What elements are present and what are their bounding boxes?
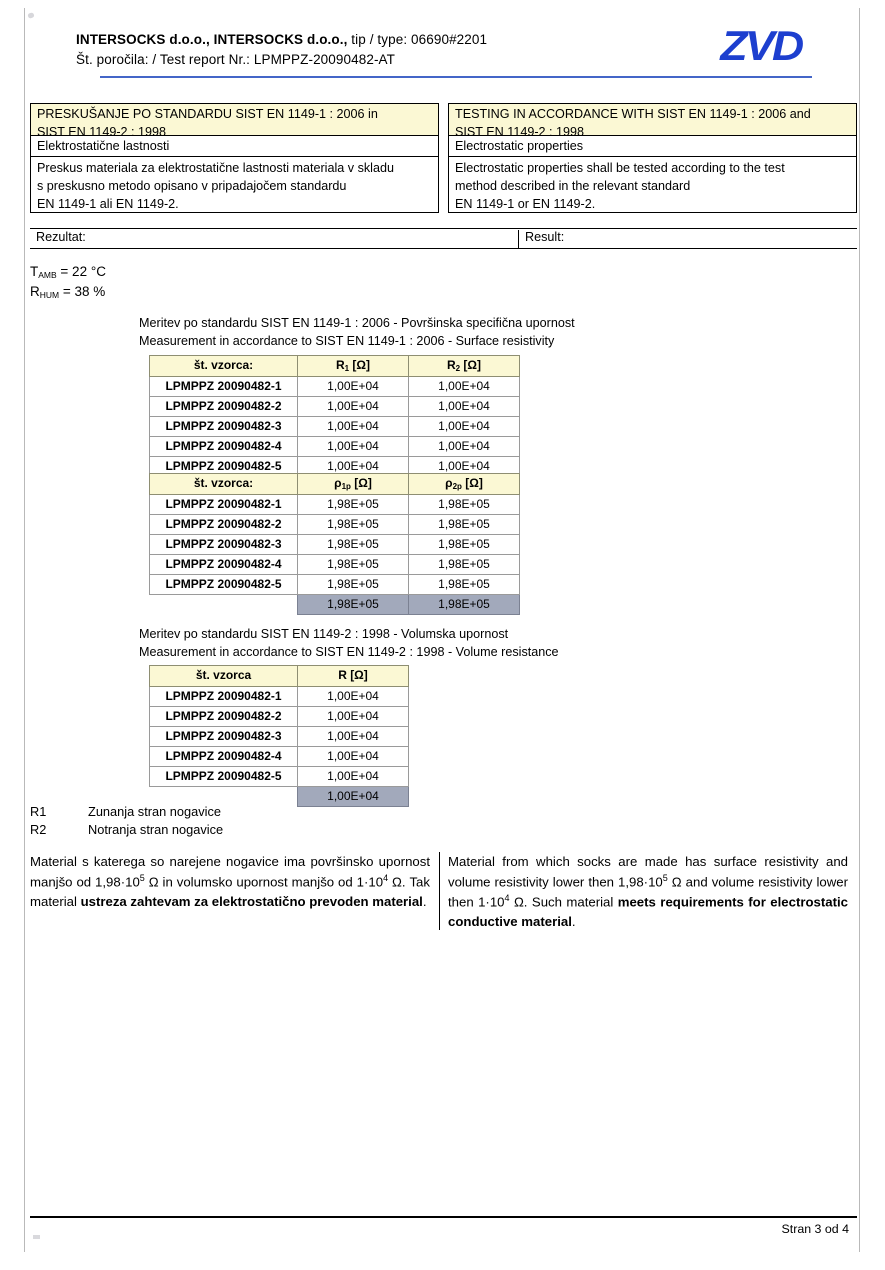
table-body bbox=[150, 687, 409, 807]
footer-divider-rule bbox=[30, 1216, 857, 1218]
cell-value-1: 1,98E+05 bbox=[298, 535, 409, 555]
zvd-logo: ZVD bbox=[719, 22, 801, 69]
standard-title-sl-line1: PRESKUŠANJE PO STANDARDU SIST EN 1149-1 : 2006 in bbox=[37, 107, 378, 121]
header-type-code: tip / type: 06690#2201 bbox=[347, 32, 488, 47]
legend-key-r1: R1 bbox=[30, 804, 47, 819]
standard-body-en bbox=[449, 157, 856, 212]
ambient-hum-value: = 38 % bbox=[59, 284, 106, 300]
table-header-row bbox=[150, 474, 520, 495]
cell-sample-id: LPMPPZ 20090482-4 bbox=[150, 437, 298, 457]
conclusion-sl-part4: . bbox=[422, 893, 427, 909]
col-rho2p: $\rho_{2p}$ [Ω] bbox=[409, 474, 520, 495]
conclusion-sl-part2: Ω in volumsko upornost manjšo od 1·10 bbox=[144, 874, 384, 890]
page-number: Stran 3 od 4 bbox=[781, 1222, 849, 1236]
col-rho1p: $\rho_{1p}$ [Ω] bbox=[298, 474, 409, 495]
table-summary-row bbox=[150, 595, 520, 615]
cell-value-1: 1,00E+04 bbox=[298, 707, 409, 727]
legend-text-r1: Zunanja stran nogavice bbox=[88, 804, 222, 819]
cell-summary-blank bbox=[150, 595, 298, 615]
legend-text-r2: Notranja stran nogavice bbox=[88, 822, 224, 838]
cell-value-1: 1,00E+04 bbox=[298, 747, 409, 767]
table-row bbox=[150, 707, 409, 727]
conclusion-divider bbox=[439, 852, 440, 930]
cell-summary-value-2: 1,98E+05 bbox=[409, 595, 520, 615]
cell-value-2: 1,00E+04 bbox=[409, 457, 520, 477]
header-company-name: INTERSOCKS d.o.o., INTERSOCKS d.o.o., bbox=[76, 32, 348, 47]
cell-value-1: 1,00E+04 bbox=[298, 767, 409, 787]
col-sample: št. vzorca: bbox=[150, 474, 298, 495]
cell-value-1: 1,00E+04 bbox=[298, 377, 409, 397]
col-r: R [Ω] bbox=[298, 666, 409, 687]
header-divider-rule bbox=[100, 76, 812, 78]
cell-value-2: 1,00E+04 bbox=[409, 417, 520, 437]
cell-sample-id: LPMPPZ 20090482-3 bbox=[150, 727, 298, 747]
conclusion-sl-part3: Ω. Tak material bbox=[30, 874, 430, 909]
conclusion-en-exp1: 5 bbox=[662, 872, 668, 883]
conclusion-sl-exp2: 4 bbox=[383, 872, 389, 883]
col-r2: $R_2$ [Ω] bbox=[409, 356, 520, 377]
standard-body-sl bbox=[31, 157, 438, 212]
standard-subtitle-sl: Elektrostatične lastnosti bbox=[31, 136, 438, 157]
standard-title-en-line1: TESTING IN ACCORDANCE WITH SIST EN 1149-1 : 2006 and bbox=[455, 107, 811, 121]
column-subscript: 1 bbox=[344, 364, 350, 374]
table-row bbox=[150, 555, 520, 575]
section2-heading-sl: Meritev po standardu SIST EN 1149-2 : 1998 - Volumska upornost bbox=[139, 627, 509, 641]
table-row bbox=[150, 417, 520, 437]
standard-body-sl-line1: Preskus materiala za elektrostatične lastnosti materiala v skladu bbox=[37, 161, 394, 175]
conclusion-slovenian bbox=[30, 852, 430, 912]
cell-value-1: 1,98E+05 bbox=[298, 495, 409, 515]
header-line-report-nr: Št. poročila: / Test report Nr.: LPMPPZ-20090482-AT bbox=[76, 51, 395, 67]
col-r1: $R_1$ [Ω] bbox=[298, 356, 409, 377]
cell-sample-id: LPMPPZ 20090482-5 bbox=[150, 575, 298, 595]
ambient-hum-subscript: HUM bbox=[39, 290, 60, 301]
table-body bbox=[150, 495, 520, 615]
cell-value-2: 1,98E+05 bbox=[409, 495, 520, 515]
standard-body-en-line1: Electrostatic properties shall be tested according to the test bbox=[455, 161, 785, 175]
cell-value-2: 1,98E+05 bbox=[409, 575, 520, 595]
standard-description-block bbox=[30, 103, 857, 213]
cell-sample-id: LPMPPZ 20090482-5 bbox=[150, 457, 298, 477]
surface-resistance-table bbox=[149, 355, 520, 477]
cell-sample-id: LPMPPZ 20090482-3 bbox=[150, 535, 298, 555]
table-row bbox=[150, 767, 409, 787]
conclusion-sl-part1: Material s katerega so narejene nogavice ima površinsko upornost manjšo od 1,98·10 bbox=[30, 854, 430, 890]
ambient-temp-subscript: AMB bbox=[38, 270, 57, 280]
standard-title-sl-line2: SIST EN 1149-2 : 1998 bbox=[37, 124, 167, 139]
cell-sample-id: LPMPPZ 20090482-2 bbox=[150, 515, 298, 535]
col-sample: št. vzorca: bbox=[150, 356, 298, 377]
section1-heading-en: Measurement in accordance to SIST EN 1149-1 : 2006 - Surface resistivity bbox=[139, 333, 555, 348]
cell-sample-id: LPMPPZ 20090482-1 bbox=[150, 687, 298, 707]
conclusion-en-part4: . bbox=[571, 914, 576, 930]
cell-summary-value-1: 1,00E+04 bbox=[298, 787, 409, 807]
result-label-en: Result: bbox=[518, 230, 564, 248]
conclusion-en-part3: Ω. Such material bbox=[509, 894, 618, 910]
ambient-conditions bbox=[30, 262, 106, 303]
table-row bbox=[150, 377, 520, 397]
cell-value-2: 1,00E+04 bbox=[409, 397, 520, 417]
table-row bbox=[150, 747, 409, 767]
cell-value-2: 1,00E+04 bbox=[409, 377, 520, 397]
header-line-company bbox=[76, 30, 676, 50]
conclusion-en-emphasis: meets requirements for electrostatic conductive material bbox=[448, 894, 848, 930]
conclusion-english bbox=[448, 852, 848, 932]
scan-artifact-bottom-icon bbox=[33, 1235, 40, 1239]
cell-sample-id: LPMPPZ 20090482-2 bbox=[150, 397, 298, 417]
ambient-temp-symbol: T bbox=[30, 264, 39, 279]
standard-table-slovenian bbox=[30, 103, 439, 213]
cell-value-1: 1,98E+05 bbox=[298, 515, 409, 535]
conclusion-sl-emphasis: ustreza zahtevam za elektrostatično prevoden material bbox=[80, 893, 423, 909]
col-sample: št. vzorca bbox=[150, 666, 298, 687]
ambient-hum-symbol: R bbox=[30, 284, 40, 300]
standard-subtitle-en: Electrostatic properties bbox=[449, 136, 856, 157]
section1-heading bbox=[139, 315, 575, 351]
cell-value-1: 1,00E+04 bbox=[298, 727, 409, 747]
standard-table-english bbox=[448, 103, 857, 213]
cell-value-2: 1,98E+05 bbox=[409, 515, 520, 535]
cell-sample-id: LPMPPZ 20090482-4 bbox=[150, 747, 298, 767]
cell-value-2: 1,00E+04 bbox=[409, 437, 520, 457]
conclusion-en-part1: Material from which socks are made has surface resistivity and volume resistivity lower then 1,98·10 bbox=[448, 854, 848, 890]
resistance-legend bbox=[30, 803, 223, 839]
table-row bbox=[150, 397, 520, 417]
table-row bbox=[150, 495, 520, 515]
column-subscript: 2p bbox=[452, 482, 462, 492]
table-row bbox=[150, 575, 520, 595]
cell-summary-value-1: 1,98E+05 bbox=[298, 595, 409, 615]
standard-body-sl-line2: s preskusno metodo opisano v pripadajočem standardu bbox=[37, 178, 347, 193]
cell-value-1: 1,98E+05 bbox=[298, 575, 409, 595]
column-subscript: 1p bbox=[341, 482, 351, 492]
table-row bbox=[150, 687, 409, 707]
conclusion-en-exp2: 4 bbox=[504, 892, 510, 903]
cell-sample-id: LPMPPZ 20090482-1 bbox=[150, 377, 298, 397]
ambient-humidity bbox=[30, 282, 106, 302]
standard-title-sl bbox=[31, 104, 438, 139]
cell-value-1: 1,00E+04 bbox=[298, 687, 409, 707]
document-header bbox=[76, 30, 676, 69]
volume-resistance-table bbox=[149, 665, 409, 807]
table-header-row bbox=[150, 356, 520, 377]
result-bar bbox=[30, 228, 857, 249]
section2-heading-en: Measurement in accordance to SIST EN 1149-2 : 1998 - Volume resistance bbox=[139, 644, 559, 659]
cell-sample-id: LPMPPZ 20090482-2 bbox=[150, 707, 298, 727]
column-subscript: 2 bbox=[455, 364, 461, 374]
table-row bbox=[150, 535, 520, 555]
standard-body-en-line3: EN 1149-1 or EN 1149-2. bbox=[455, 196, 596, 211]
table-row bbox=[150, 727, 409, 747]
section2-heading bbox=[139, 626, 559, 662]
cell-value-1: 1,00E+04 bbox=[298, 437, 409, 457]
cell-sample-id: LPMPPZ 20090482-1 bbox=[150, 495, 298, 515]
table-row bbox=[150, 437, 520, 457]
standard-body-sl-line3: EN 1149-1 ali EN 1149-2. bbox=[37, 196, 179, 211]
legend-row-r1 bbox=[30, 803, 223, 821]
standard-title-en-line2: SIST EN 1149-2 : 1998 bbox=[455, 124, 585, 139]
conclusion-block bbox=[30, 852, 857, 932]
standard-body-en-line2: method described in the relevant standard bbox=[455, 178, 691, 193]
table-row bbox=[150, 515, 520, 535]
result-label-sl: Rezultat: bbox=[36, 230, 86, 244]
cell-value-1: 1,00E+04 bbox=[298, 397, 409, 417]
legend-key-r2: R2 bbox=[30, 822, 47, 838]
cell-value-1: 1,98E+05 bbox=[298, 555, 409, 575]
ambient-temp-value: = 22 °C bbox=[56, 264, 106, 279]
section1-heading-sl: Meritev po standardu SIST EN 1149-1 : 2006 - Površinska specifična upornost bbox=[139, 316, 575, 330]
table-body bbox=[150, 377, 520, 477]
cell-sample-id: LPMPPZ 20090482-4 bbox=[150, 555, 298, 575]
cell-sample-id: LPMPPZ 20090482-5 bbox=[150, 767, 298, 787]
surface-resistivity-table bbox=[149, 473, 520, 615]
cell-value-1: 1,00E+04 bbox=[298, 417, 409, 437]
conclusion-en-part2: Ω and volume resistivity lower then 1·10 bbox=[448, 874, 848, 910]
ambient-temperature bbox=[30, 262, 106, 282]
table-header-row bbox=[150, 666, 409, 687]
cell-value-2: 1,98E+05 bbox=[409, 555, 520, 575]
legend-row-r2 bbox=[30, 821, 223, 839]
cell-sample-id: LPMPPZ 20090482-3 bbox=[150, 417, 298, 437]
cell-value-1: 1,00E+04 bbox=[298, 457, 409, 477]
cell-value-2: 1,98E+05 bbox=[409, 535, 520, 555]
standard-title-en bbox=[449, 104, 856, 139]
conclusion-sl-exp1: 5 bbox=[139, 872, 145, 883]
